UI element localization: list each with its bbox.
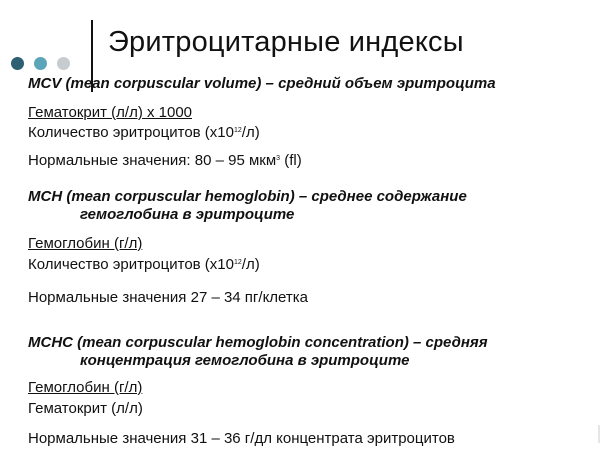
mch-denominator	[28, 256, 260, 274]
mchc-heading-line2: концентрация гемоглобина в эритроците	[80, 352, 410, 369]
slide-title: Эритроцитарные индексы	[108, 26, 464, 58]
decorative-dot-dark	[11, 57, 24, 70]
mchc-heading-line1: MCHC (mean corpuscular hemoglobin concentration) – средняя	[28, 334, 488, 351]
mcv-denominator	[28, 124, 260, 142]
mcv-normal-unit: (fl)	[280, 152, 302, 169]
mcv-denominator-text: Количество эритроцитов (х10	[28, 124, 234, 141]
mcv-heading: MCV (mean corpuscular volume) – средний объем эритроцита	[28, 75, 496, 92]
mcv-normal-text: Нормальные значения: 80 – 95 мкм	[28, 152, 277, 169]
mch-denominator-exponent: 12	[233, 259, 242, 266]
mch-normal-values: Нормальные значения 27 – 34 пг/клетка	[28, 289, 309, 306]
mch-heading-line2: гемоглобина в эритроците	[80, 206, 295, 223]
mch-denominator-unit: /л)	[241, 256, 260, 273]
mcv-normal-values	[28, 152, 302, 170]
mch-numerator: Гемоглобин (г/л)	[28, 235, 143, 252]
decorative-dot-teal	[34, 57, 47, 70]
mchc-normal-values: Нормальные значения 31 – 36 г/дл концентрата эритроцитов	[28, 430, 455, 447]
mch-heading-line1: MCH (mean corpuscular hemoglobin) – среднее содержание	[28, 188, 467, 205]
mcv-normal-exponent: 3	[276, 155, 281, 162]
edge-mark	[598, 425, 600, 443]
mchc-denominator: Гематокрит (л/л)	[28, 400, 143, 417]
mcv-numerator: Гематокрит (л/л) х 1000	[28, 104, 193, 121]
mcv-denominator-unit: /л)	[241, 124, 260, 141]
mch-denominator-text: Количество эритроцитов (х10	[28, 256, 234, 273]
mchc-numerator: Гемоглобин (г/л)	[28, 379, 143, 396]
mcv-denominator-exponent: 12	[233, 127, 242, 134]
decorative-dot-gray	[57, 57, 70, 70]
